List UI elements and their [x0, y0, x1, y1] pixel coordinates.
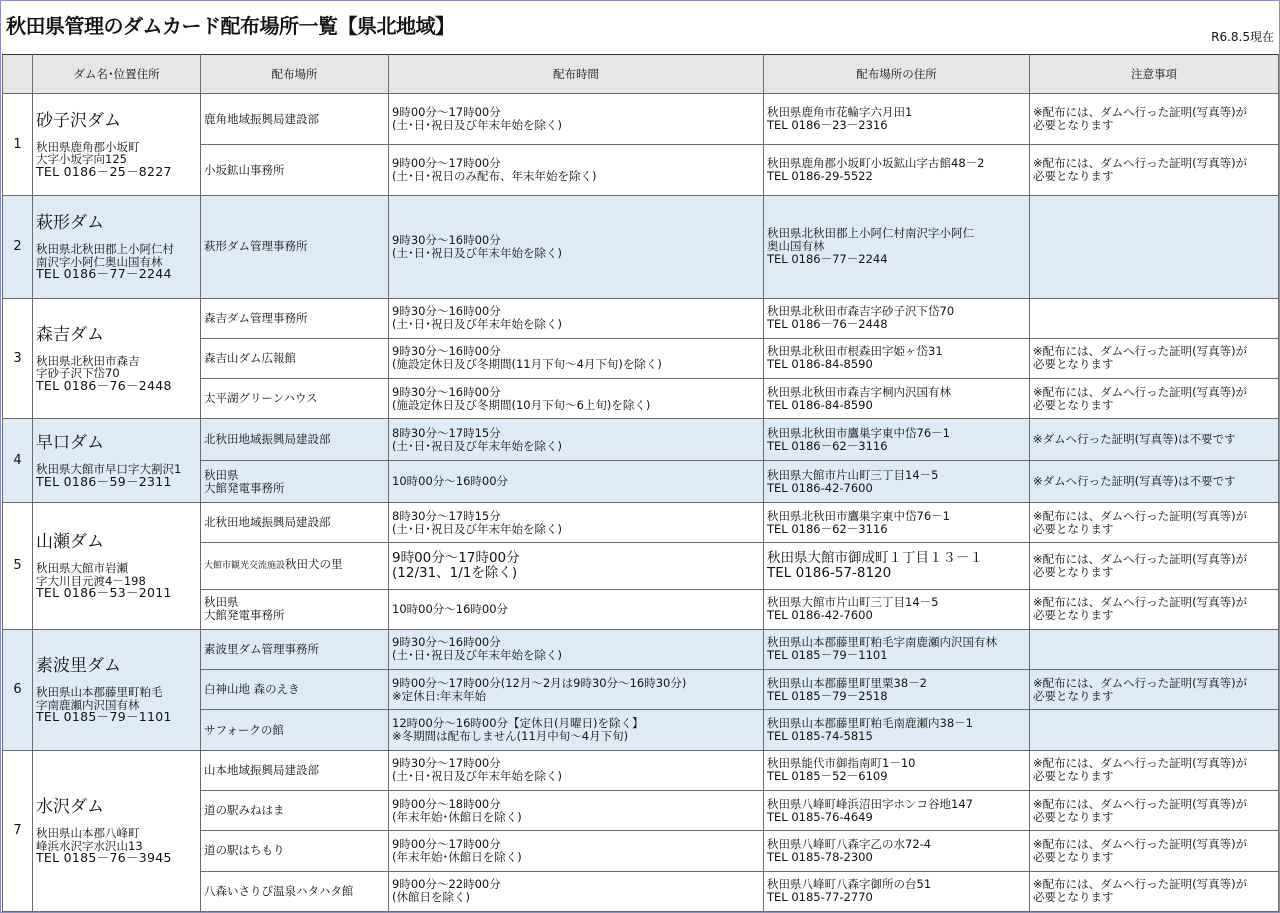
distribution-place — [201, 750, 389, 790]
distribution-note: ※ダムへ行った証明(写真等)は不要です — [1030, 419, 1279, 461]
distribution-place — [201, 831, 389, 871]
distribution-hours: 9時30分～16時00分 (施設定休日及び冬期間(10月下旬～6上旬)を除く) — [389, 379, 764, 419]
dam-phone: TEL 0186－77－2244 — [36, 266, 172, 282]
place-name: 道の駅はちもり — [204, 843, 285, 858]
distribution-address: 秋田県北秋田郡上小阿仁村南沢字小阿仁 奥山国有林 TEL 0186－77－2244 — [764, 196, 1030, 298]
distribution-address: 秋田県山本郡藤里町里栗38－2 TEL 0185－79－2518 — [764, 670, 1030, 710]
distribution-place — [201, 461, 389, 503]
table-row — [3, 629, 1279, 669]
dam-phone: TEL 0186－59－2311 — [36, 473, 172, 489]
header-dam-name: ダム名･位置住所 — [33, 55, 201, 94]
dam-phone: TEL 0186－76－2448 — [36, 377, 172, 393]
place-name: 小坂鉱山事務所 — [204, 162, 285, 177]
dam-card-table — [2, 54, 1279, 912]
table-row — [3, 750, 1279, 790]
dam-phone: TEL 0186－25－8227 — [36, 163, 172, 179]
distribution-note: ※配布には、ダムへ行った証明(写真等)が 必要となります — [1030, 750, 1279, 790]
as-of-date: R6.8.5現在 — [1211, 30, 1274, 44]
dam-number: 6 — [3, 629, 33, 750]
distribution-hours: 9時00分～17時00分(12月～2月は9時30分～16時30分) ※定休日:年末年始 — [389, 670, 764, 710]
distribution-address: 秋田県能代市御指南町1－10 TEL 0185－52－6109 — [764, 750, 1030, 790]
dam-info-cell — [33, 298, 201, 419]
distribution-place — [201, 871, 389, 911]
distribution-address: 秋田県鹿角郡小坂町小坂鉱山字古館48－2 TEL 0186-29-5522 — [764, 145, 1030, 196]
place-name: 秋田県 大館発電事務所 — [204, 467, 285, 495]
header-hours: 配布時間 — [389, 55, 764, 94]
distribution-hours: 9時00分～17時00分 (土･日･祝日及び年末年始を除く) — [389, 94, 764, 145]
table-row — [3, 419, 1279, 461]
distribution-place — [201, 710, 389, 750]
dam-name: 山瀬ダム — [36, 532, 104, 553]
place-name: 道の駅みねはま — [204, 803, 285, 818]
distribution-hours: 10時00分～16時00分 — [389, 589, 764, 629]
header-notes: 注意事項 — [1030, 55, 1279, 94]
distribution-hours: 9時30分～16時00分 (土･日･祝日及び年末年始を除く) — [389, 298, 764, 338]
table-body — [3, 94, 1279, 912]
place-prefix: 大館市観光交流施設 — [204, 561, 286, 572]
distribution-hours: 8時30分～17時15分 (土･日･祝日及び年末年始を除く) — [389, 502, 764, 542]
distribution-place — [201, 670, 389, 710]
table-row — [3, 298, 1279, 338]
distribution-place — [201, 543, 389, 589]
dam-number: 5 — [3, 502, 33, 629]
distribution-place — [201, 419, 389, 461]
distribution-address: 秋田県北秋田市鷹巣字東中岱76－1 TEL 0186－62－3116 — [764, 419, 1030, 461]
dam-phone: TEL 0185－79－1101 — [36, 709, 172, 724]
table-row — [3, 196, 1279, 298]
place-name: 北秋田地域振興局建設部 — [204, 432, 331, 447]
place-name: 太平湖グリーンハウス — [204, 391, 318, 406]
distribution-place — [201, 379, 389, 419]
dam-number: 1 — [3, 94, 33, 196]
header-place: 配布場所 — [201, 55, 389, 94]
distribution-note: ※配布には、ダムへ行った証明(写真等)が 必要となります — [1030, 145, 1279, 196]
distribution-address: 秋田県大館市片山町三丁目14－5 TEL 0186-42-7600 — [764, 461, 1030, 503]
distribution-hours: 10時00分～16時00分 — [389, 461, 764, 503]
table-row — [3, 94, 1279, 145]
dam-location-address: 秋田県北秋田郡上小阿仁村 南沢字小阿仁奥山国有林 — [36, 242, 174, 269]
distribution-place — [201, 145, 389, 196]
place-name: 素波里ダム管理事務所 — [204, 641, 319, 656]
distribution-hours: 9時30分～16時00分 (施設定休日及び冬期間(11月下旬～4月下旬)を除く) — [389, 338, 764, 378]
distribution-note: ※配布には、ダムへ行った証明(写真等)が 必要となります — [1030, 831, 1279, 871]
distribution-place — [201, 589, 389, 629]
dam-location-address: 秋田県大館市早口字大割沢1 — [36, 462, 182, 477]
dam-phone: TEL 0186－53－2011 — [36, 585, 172, 601]
distribution-hours: 9時00分～17時00分 (年末年始･休館日を除く) — [389, 831, 764, 871]
distribution-hours: 9時00分～22時00分 (休館日を除く) — [389, 871, 764, 911]
distribution-note: ※配布には、ダムへ行った証明(写真等)が 必要となります — [1030, 871, 1279, 911]
place-name: 北秋田地域振興局建設部 — [204, 515, 331, 530]
distribution-place — [201, 94, 389, 145]
distribution-address: 秋田県山本郡藤里町粕毛字南鹿瀬内沢国有林 TEL 0185－79－1101 — [764, 629, 1030, 669]
distribution-note: ※配布には、ダムへ行った証明(写真等)が 必要となります — [1030, 589, 1279, 629]
distribution-note: ※配布には、ダムへ行った証明(写真等)が 必要となります — [1030, 791, 1279, 831]
place-name: 白神山地 森のえき — [204, 682, 300, 697]
distribution-note: ※配布には、ダムへ行った証明(写真等)が 必要となります — [1030, 502, 1279, 542]
distribution-hours: 9時30分～16時00分 (土･日･祝日及び年末年始を除く) — [389, 196, 764, 298]
place-name: サフォークの館 — [204, 722, 284, 737]
place-name: 森吉山ダム広報館 — [204, 350, 296, 365]
table-row — [3, 502, 1279, 542]
distribution-note: ※配布には、ダムへ行った証明(写真等)が 必要となります — [1030, 543, 1279, 589]
distribution-note: ※配布には、ダムへ行った証明(写真等)が 必要となります — [1030, 338, 1279, 378]
dam-location-address: 秋田県北秋田市森吉 字砂子沢下岱70 — [36, 353, 140, 381]
dam-number: 4 — [3, 419, 33, 503]
distribution-hours: 8時30分～17時15分 (土･日･祝日及び年末年始を除く) — [389, 419, 764, 461]
distribution-address: 秋田県北秋田市森吉字桐内沢国有林 TEL 0186-84-8590 — [764, 379, 1030, 419]
header-corner — [3, 55, 33, 94]
distribution-address: 秋田県北秋田市根森田字姫ヶ岱31 TEL 0186-84-8590 — [764, 338, 1030, 378]
distribution-place — [201, 629, 389, 669]
distribution-hours: 9時00分～17時00分 (12/31、1/1を除く) — [389, 543, 764, 589]
dam-number: 7 — [3, 750, 33, 911]
header-address: 配布場所の住所 — [764, 55, 1030, 94]
place-name: 山本地域振興局建設部 — [204, 762, 319, 777]
dam-info-cell — [33, 196, 201, 298]
distribution-hours: 9時00分～17時00分 (土･日･祝日のみ配布、年末年始を除く) — [389, 145, 764, 196]
distribution-hours: 9時00分～18時00分 (年末年始･休館日を除く) — [389, 791, 764, 831]
place-name: 鹿角地域振興局建設部 — [204, 111, 319, 126]
dam-location-address: 秋田県大館市岩瀬 字大川目元渡4－198 — [36, 561, 146, 588]
place-name: 森吉ダム管理事務所 — [204, 310, 308, 325]
distribution-address: 秋田県大館市御成町１丁目１３－１ TEL 0186-57-8120 — [764, 543, 1030, 589]
distribution-note — [1030, 298, 1279, 338]
dam-name: 水沢ダム — [36, 797, 104, 818]
distribution-place — [201, 338, 389, 378]
dam-location-address: 秋田県山本郡八峰町 峰浜水沢字水沢山13 — [36, 826, 143, 853]
distribution-address: 秋田県北秋田市森吉字砂子沢下岱70 TEL 0186－76－2448 — [764, 298, 1030, 338]
distribution-place — [201, 196, 389, 298]
distribution-note: ※ダムへ行った証明(写真等)は不要です — [1030, 461, 1279, 503]
distribution-note: ※配布には、ダムへ行った証明(写真等)が 必要となります — [1030, 379, 1279, 419]
distribution-address: 秋田県北秋田市鷹巣字東中岱76－1 TEL 0186－62－3116 — [764, 502, 1030, 542]
distribution-hours: 12時00分～16時00分【定休日(月曜日)を除く】 ※冬期間は配布しません(11月中旬～4月下旬) — [389, 710, 764, 750]
distribution-place — [201, 298, 389, 338]
dam-name: 萩形ダム — [36, 213, 104, 234]
page-title: 秋田県管理のダムカード配布場所一覧【県北地域】 — [6, 14, 455, 38]
place-name: 秋田県 大館発電事務所 — [204, 595, 285, 623]
dam-location-address: 秋田県山本郡藤里町粕毛 字南鹿瀬内沢国有林 — [36, 685, 163, 712]
distribution-place — [201, 791, 389, 831]
distribution-note — [1030, 629, 1279, 669]
distribution-address: 秋田県鹿角市花輪字六月田1 TEL 0186－23－2316 — [764, 94, 1030, 145]
dam-location-address: 秋田県鹿角郡小坂町 大字小坂字向125 — [36, 139, 140, 167]
place-name: 萩形ダム管理事務所 — [204, 239, 308, 254]
dam-name: 早口ダム — [36, 433, 104, 454]
distribution-place — [201, 502, 389, 542]
distribution-address: 秋田県八峰町峰浜沼田字ホンコ谷地147 TEL 0185-76-4649 — [764, 791, 1030, 831]
dam-info-cell — [33, 502, 201, 629]
distribution-note — [1030, 196, 1279, 298]
distribution-address: 秋田県大館市片山町三丁目14－5 TEL 0186-42-7600 — [764, 589, 1030, 629]
distribution-address: 秋田県八峰町八森字乙の水72-4 TEL 0185-78-2300 — [764, 831, 1030, 871]
dam-info-cell — [33, 94, 201, 196]
distribution-note: ※配布には、ダムへ行った証明(写真等)が 必要となります — [1030, 670, 1279, 710]
distribution-address: 秋田県山本郡藤里町粕毛南鹿瀬内38－1 TEL 0185-74-5815 — [764, 710, 1030, 750]
dam-number: 2 — [3, 196, 33, 298]
dam-number: 3 — [3, 298, 33, 419]
dam-name: 森吉ダム — [36, 324, 104, 345]
dam-name: 砂子沢ダム — [36, 110, 121, 131]
dam-name: 素波里ダム — [36, 656, 121, 676]
distribution-address: 秋田県八峰町八森字御所の台51 TEL 0185-77-2770 — [764, 871, 1030, 911]
distribution-note — [1030, 710, 1279, 750]
dam-info-cell — [33, 419, 201, 503]
dam-info-cell — [33, 750, 201, 911]
dam-info-cell — [33, 629, 201, 750]
place-name: 八森いさりび温泉ハタハタ館 — [204, 883, 354, 898]
distribution-hours: 9時30分～16時00分 (土･日･祝日及び年末年始を除く) — [389, 629, 764, 669]
place-name: 秋田犬の里 — [285, 557, 343, 572]
distribution-hours: 9時30分～17時00分 (土･日･祝日及び年末年始を除く) — [389, 750, 764, 790]
distribution-note: ※配布には、ダムへ行った証明(写真等)が 必要となります — [1030, 94, 1279, 145]
dam-phone: TEL 0185－76－3945 — [36, 850, 172, 866]
header-row — [3, 55, 1279, 94]
